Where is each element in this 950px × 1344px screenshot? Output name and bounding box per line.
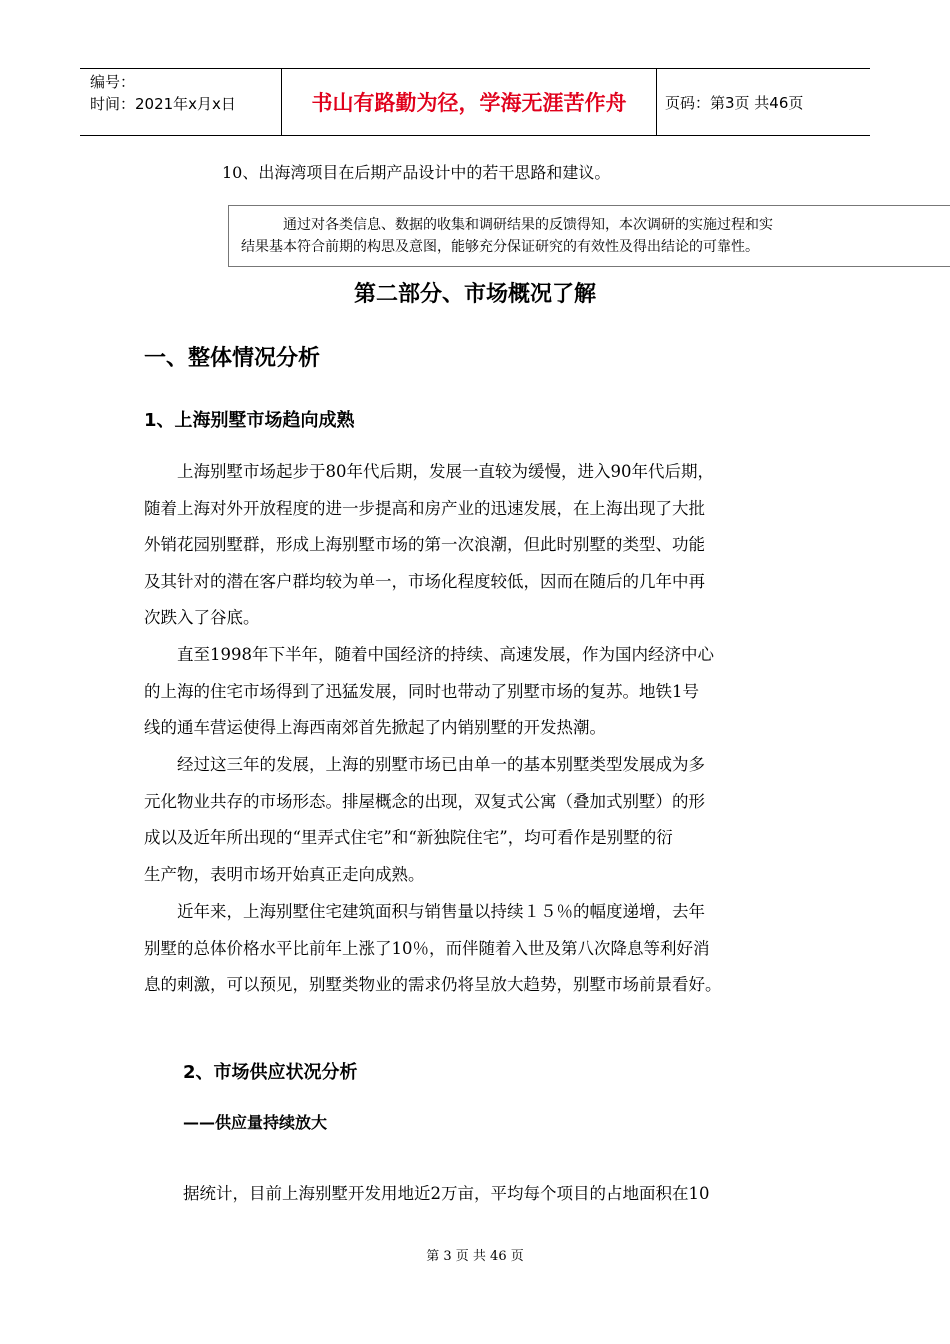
paragraph-line: 近年来，上海别墅住宅建筑面积与销售量以持续１５％的幅度递增，去年: [144, 902, 705, 921]
paragraph-line: 的上海的住宅市场得到了迅猛发展，同时也带动了别墅市场的复苏。地铁1号: [144, 681, 699, 701]
list-item-10: 10、出海湾项目在后期产品设计中的若干思路和建议。: [222, 163, 611, 182]
paragraph-line: 及其针对的潜在客户群均较为单一，市场化程度较低，因而在随后的几年中再: [144, 571, 705, 591]
notice-line-1: 通过对各类信息、数据的收集和调研结果的反馈得知，本次调研的实施过程和实: [283, 217, 773, 233]
part-title: 第二部分、市场概况了解: [353, 282, 596, 307]
paragraph-line: 生产物，表明市场开始真正走向成熟。: [144, 864, 425, 884]
subsection-heading-2: 2、市场供应状况分析: [183, 1062, 358, 1083]
notice-line-2: 结果基本符合前期的构思及意图，能够充分保证研究的有效性及得出结论的可靠性。: [241, 239, 759, 255]
paragraph-line: 上海别墅市场起步于80年代后期，发展一直较为缓慢，进入90年代后期，: [144, 462, 714, 481]
paragraph-1: [144, 454, 816, 637]
paragraph-line: 直至1998年下半年，随着中国经济的持续、高速发展，作为国内经济中心: [144, 645, 714, 664]
paragraph-line: 外销花园别墅群，形成上海别墅市场的第一次浪潮，但此时别墅的类型、功能: [144, 535, 705, 554]
paragraph-4: [144, 894, 816, 1004]
header-page-info: 页码：第3页 共46页: [665, 93, 804, 112]
header-motto: 书山有路勤为径，学海无涯苦作舟: [282, 69, 657, 135]
paragraph-line: 成以及近年所出现的“里弄式住宅”和“新独院住宅”，均可看作是别墅的衍: [144, 828, 673, 847]
section-heading: 一、整体情况分析: [144, 346, 321, 371]
document-header: [80, 68, 870, 136]
document-number-label: 编号：: [90, 73, 136, 91]
paragraph-2: [144, 637, 816, 747]
paragraph-3: [144, 747, 816, 893]
paragraph-line: 次跌入了谷底。: [144, 608, 260, 627]
paragraph-5: 据统计，目前上海别墅开发用地近2万亩，平均每个项目的占地面积在10: [183, 1184, 710, 1203]
document-time-label: 时间：2021年x月x日: [90, 95, 236, 113]
notice-box: [228, 205, 950, 267]
subsection-subtitle: ——供应量持续放大: [183, 1113, 328, 1132]
header-meta: [80, 69, 282, 135]
page-footer: 第 3 页 共 46 页: [426, 1249, 524, 1264]
paragraph-line: 元化物业共存的市场形态。排屋概念的出现，双复式公寓（叠加式别墅）的形: [144, 791, 705, 811]
paragraph-line: 随着上海对外开放程度的进一步提高和房产业的迅速发展，在上海出现了大批: [144, 498, 705, 518]
subsection-heading-1: 1、上海别墅市场趋向成熟: [144, 410, 355, 431]
paragraph-line: 经过这三年的发展，上海的别墅市场已由单一的基本别墅类型发展成为多: [144, 755, 705, 774]
paragraph-line: 别墅的总体价格水平比前年上涨了10％，而伴随着入世及第八次降息等利好消: [144, 938, 710, 958]
paragraph-line: 息的刺激，可以预见，别墅类物业的需求仍将呈放大趋势，别墅市场前景看好。: [144, 975, 722, 994]
paragraph-line: 线的通车营运使得上海西南郊首先掀起了内销别墅的开发热潮。: [144, 718, 606, 737]
